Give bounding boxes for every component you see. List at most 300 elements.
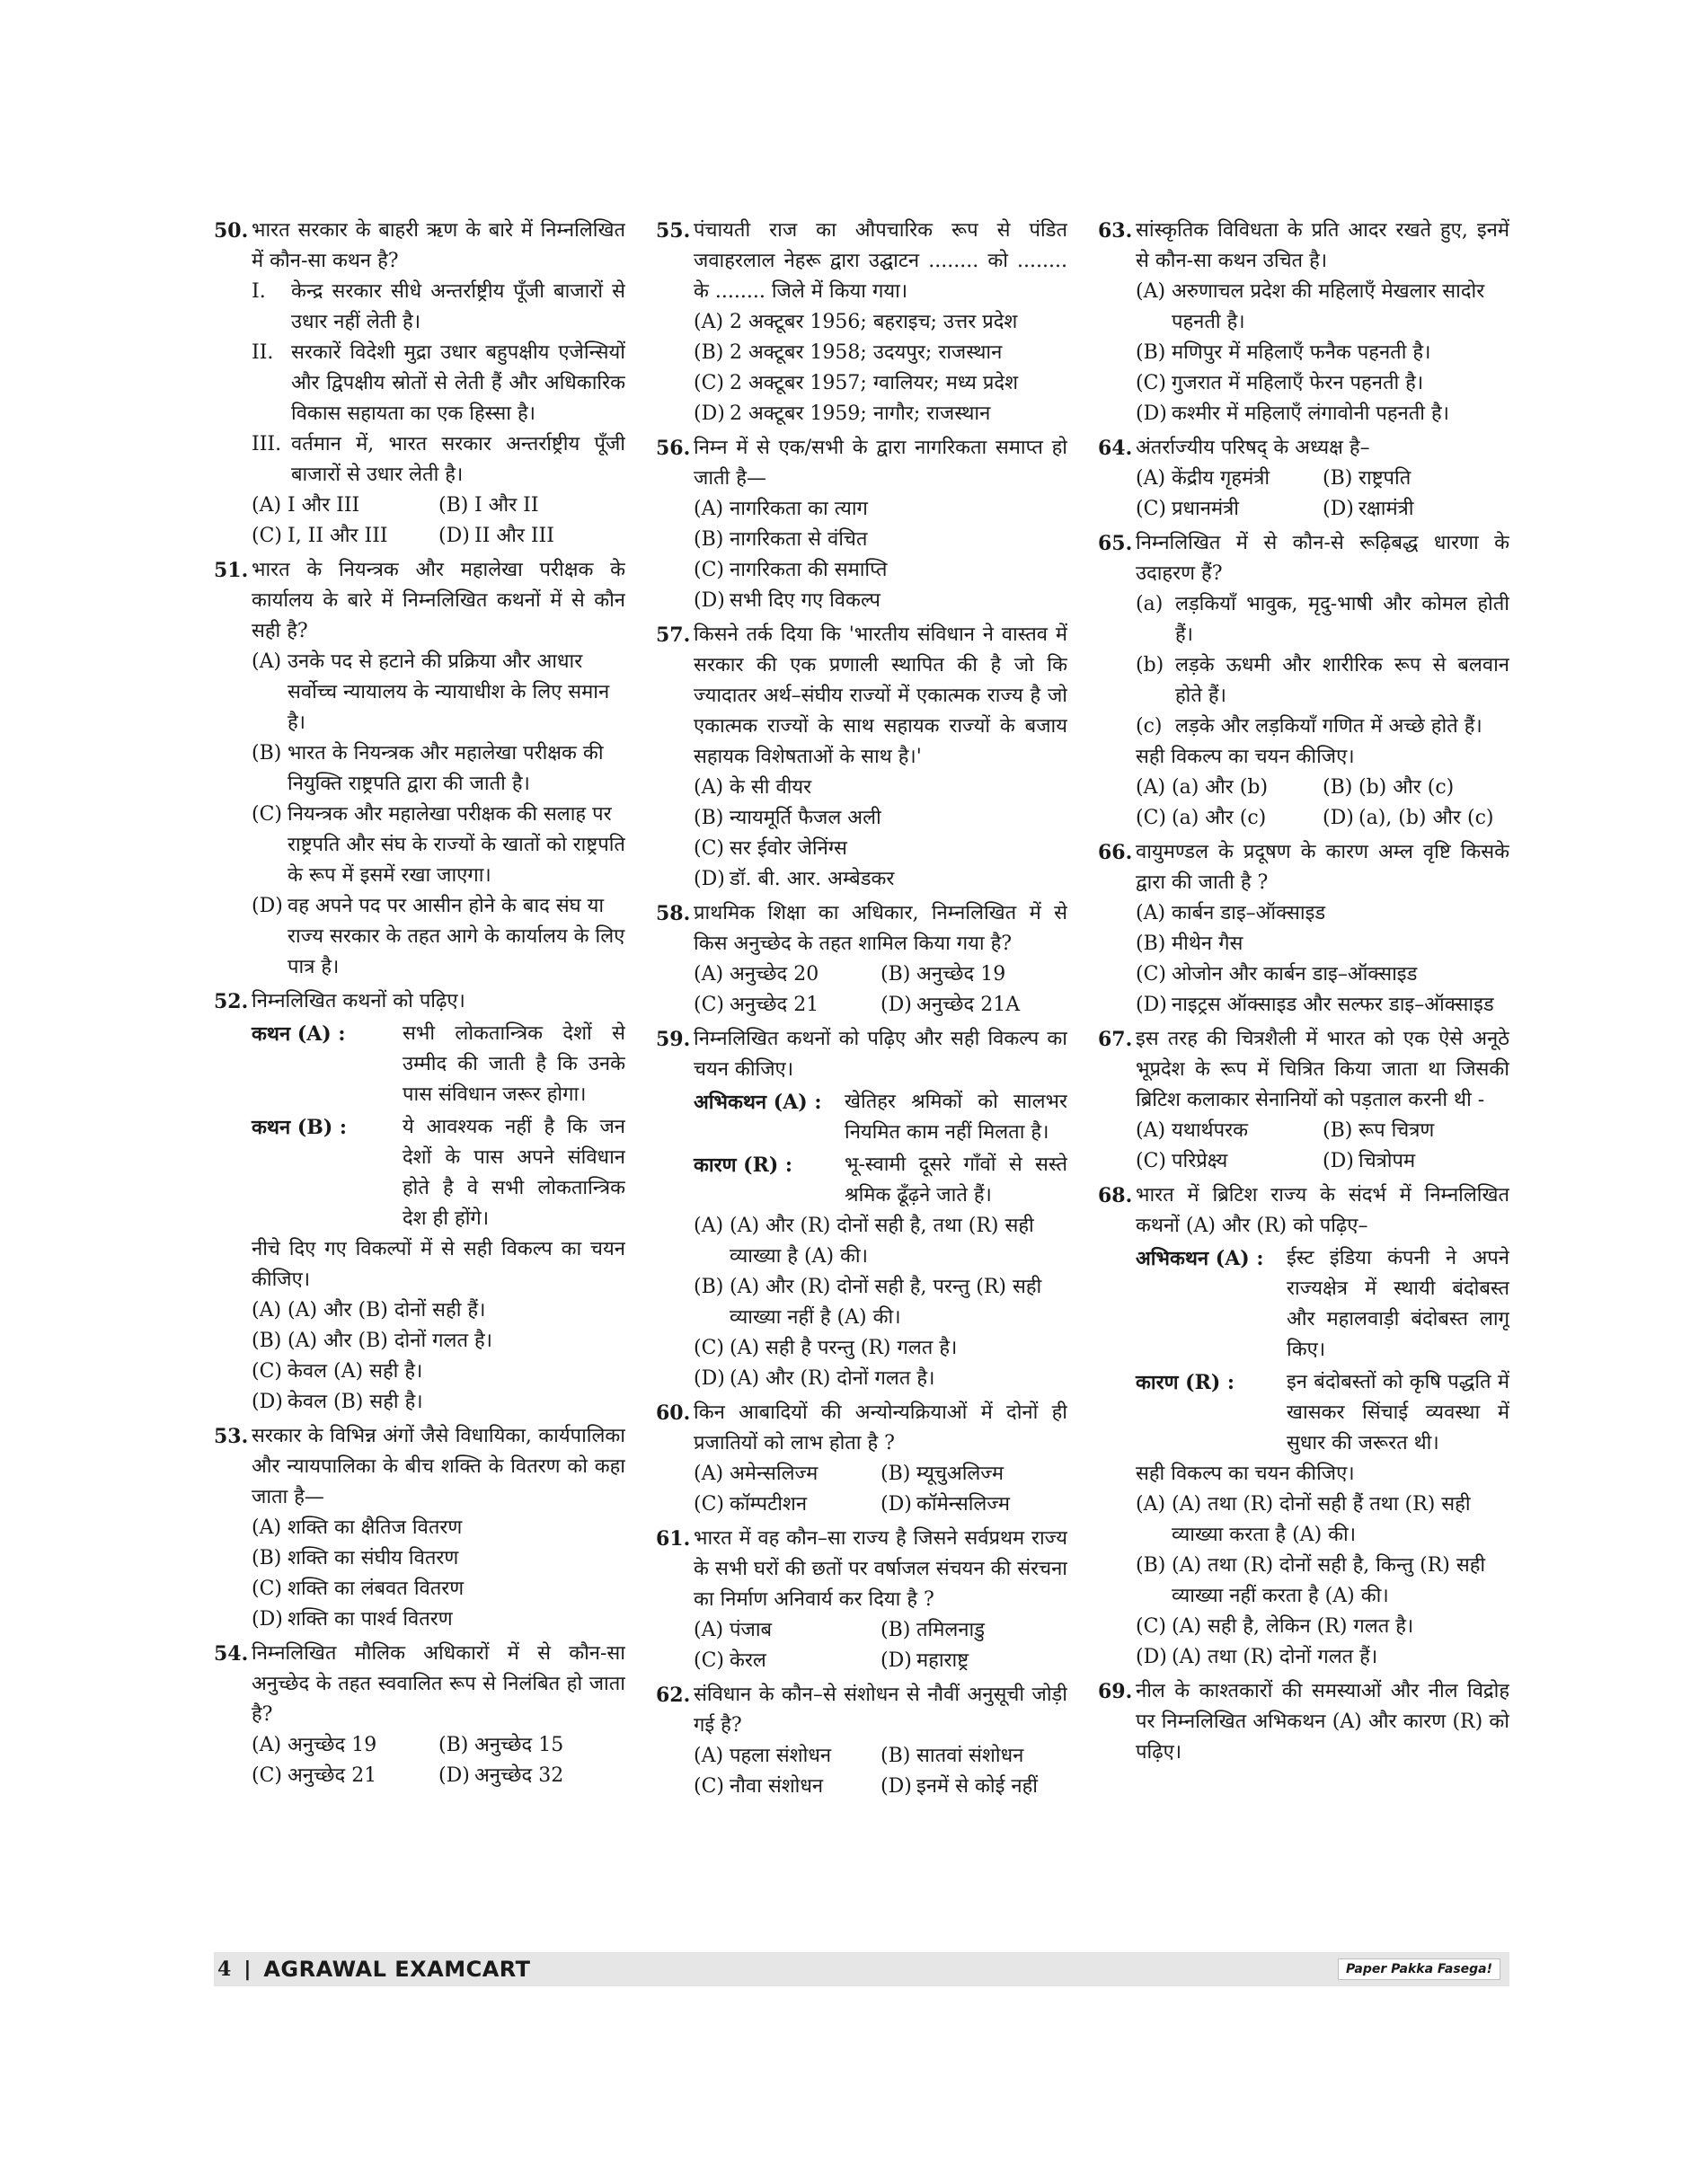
option-label: (D) [438,1764,470,1787]
question-number: 67. [1098,1028,1133,1051]
question-header [1098,528,1509,589]
question-block [656,1024,1067,1394]
question-text: भारत सरकार के बाहरी ऋण के बारे में निम्नलिखित में कौन-सा कथन है? [252,219,625,272]
option [1136,1642,1509,1673]
option-label: (D) [694,1367,725,1390]
option [694,1772,881,1802]
brand-tagline: Paper Pakka Fasega! [1338,1958,1500,1980]
option-label: (D) [252,895,283,917]
option-text: सर ईवोर जेनिंग्स [730,837,847,860]
options-list [656,494,1067,616]
assertion-row [656,1087,1067,1148]
question-header [214,1639,625,1730]
question-text: निम्नलिखित कथनों को पढ़िए और सही विकल्प का चयन कीजिए। [694,1028,1067,1081]
instruction-text: नीचे दिए गए विकल्पों में से सही विकल्प का चयन कीजिए। [252,1238,625,1291]
option-text: I और III [288,494,360,517]
assertion-row [214,1112,625,1234]
assertion-text: भू-स्वामी दूसरे गाँवों से सस्ते श्रमिक ढूँढ़ने जाते हैं। [845,1154,1067,1207]
option-label: (B) [881,963,911,986]
question-block [1098,216,1509,429]
question-block [1098,1676,1509,1768]
statement-text: केन्द्र सरकार सीधे अन्तर्राष्ट्रीय पूँजी बाजारों से उधार नहीं लेती है। [291,280,625,333]
option [881,1615,1067,1646]
page-number: 4 [217,1958,232,1981]
option-label: (B) [252,1547,282,1569]
question-block [1098,528,1509,834]
assertion-text: इन बंदोबस्तों को कृषि पद्धति में खासकर सिंचाई व्यवस्था में सुधार की जरूरत थी। [1287,1371,1509,1454]
option-label: (D) [881,1649,912,1672]
option-text: तमिलनाडु [916,1619,985,1641]
option [252,521,438,552]
question-number: 55. [656,219,691,243]
question-header [656,898,1067,959]
question-text: सांस्कृतिक विविधता के प्रति आदर रखते हुए, इनमें से कौन-सा कथन उचित है। [1136,219,1509,272]
option-label: (A) [694,963,724,986]
question-header [656,216,1067,307]
option-text: शक्ति का क्षैतिज वितरण [288,1516,463,1539]
option [1136,1551,1509,1612]
options-list [1098,464,1509,525]
option-label: (A) [694,1463,724,1485]
option [1136,929,1509,959]
question-block [214,986,625,1418]
option [1136,959,1509,990]
question-header [214,986,625,1017]
option-label: (D) [694,868,725,890]
option [694,834,1067,864]
options-list [656,307,1067,429]
question-number: 51. [214,559,249,582]
question-header [214,555,625,647]
question-number: 64. [1098,437,1133,460]
question-header [1098,216,1509,277]
statement [214,277,625,338]
option-label: (D) [694,402,725,425]
assertion-label: अभिकथन (A) : [1136,1247,1264,1270]
option-label: (A) [252,650,282,673]
question-number: 56. [656,437,691,460]
question-number: 59. [656,1028,691,1051]
option-label: (B) [1323,776,1353,799]
question-text: पंचायती राज का औपचारिक रूप से पंडित जवाहरलाल नेहरू द्वारा उद्घाटन ........ को ........ के ........ जिले में किया गया। [694,219,1067,303]
option-text: ओजोन और कार्बन डाइ–ऑक्साइड [1172,963,1418,986]
option-text: 2 अक्टूबर 1956; बहराइच; उत्तर प्रदेश [730,311,1018,333]
option-label: (C) [252,803,282,826]
question-text: वायुमण्डल के प्रदूषण के कारण अम्ल वृष्टि किसके द्वारा की जाती है ? [1136,841,1509,894]
option-label: (B) [694,528,724,551]
option-label: (A) [694,1745,724,1767]
assertion-label: कारण (R) : [1136,1371,1235,1394]
statement-text: वर्तमान में, भारत सरकार अन्तर्राष्ट्रीय पूँजी बाजारों से उधार लेती है। [291,433,625,486]
question-header [656,620,1067,773]
option-text: परिप्रेक्ष्य [1172,1150,1228,1172]
option [1136,1612,1509,1642]
question-number: 50. [214,219,249,243]
option-label: (D) [252,1608,283,1631]
option-text: कश्मीर में महिलाएँ लंगावोनी पहनती है। [1172,402,1450,425]
option-label: (D) [694,589,725,612]
statement-label: II. [252,341,274,364]
column-2 [656,216,1067,1949]
options-list [656,1741,1067,1802]
option [694,555,1067,586]
options-list [214,1513,625,1635]
option-label: (C) [694,994,724,1016]
question-block [1098,837,1509,1021]
option [1136,898,1509,929]
option [694,864,1067,895]
options-list [1098,898,1509,1021]
option-label: (B) [1136,933,1166,955]
option-label: (B) [881,1463,911,1485]
option-text: नागरिकता की समाप्ति [730,559,888,581]
option-text: (b) और (c) [1358,776,1455,799]
statement-text: लड़के ऊधमी और शारीरिक रूप से बलवान होते हैं। [1175,654,1509,707]
statement-label: I. [252,280,266,303]
option-text: अमेन्सलिज्म [730,1463,819,1485]
option [694,494,1067,525]
question-block [656,1398,1067,1520]
option-label: (D) [1136,994,1167,1016]
question-header [656,433,1067,494]
option-label: (C) [694,372,724,394]
option [1136,368,1509,399]
question-header [1098,1024,1509,1116]
option [881,1646,1067,1676]
question-block [656,898,1067,1021]
question-text: निम्न में से एक/सभी के द्वारा नागरिकता समाप्त हो जाती है— [694,437,1067,490]
option [252,1357,625,1387]
question-text: सरकार के विभिन्न अंगों जैसे विधायिका, कार्यपालिका और न्यायपालिका के बीच शक्ति के वितरण को कहा जाता है— [252,1425,625,1508]
options-list [1098,277,1509,429]
option-label: (A) [252,1734,282,1756]
footer-separator: | [243,1958,252,1981]
option [694,399,1067,429]
question-text: निम्नलिखित में से कौन-से रूढ़िबद्ध धारणा के उदाहरण हैं? [1136,532,1509,585]
option-label: (C) [252,525,282,547]
option-text: अनुच्छेद 32 [474,1764,564,1787]
option-label: (A) [1136,1119,1166,1142]
assertion-row [1098,1243,1509,1366]
option [694,773,1067,803]
question-number: 61. [656,1527,691,1551]
option-label: (B) [694,341,724,364]
option-text: न्यायमूर्ति फैजल अली [730,807,881,829]
option-text: (A) और (B) दोनों गलत है। [288,1330,493,1352]
option-text: 2 अक्टूबर 1958; उदयपुर; राजस्थान [730,341,1003,364]
option-text: (A) तथा (R) दोनों सही हैं तथा (R) सही व्याख्या करता है (A) की। [1172,1493,1471,1546]
option [694,525,1067,555]
statement-text: लड़के और लड़कियाँ गणित में अच्छे होते हैं। [1175,715,1482,738]
option-text: कॉमेन्सलिज्म [916,1493,1011,1516]
option [1136,338,1509,368]
option-text: पहला संशोधन [730,1745,832,1767]
option [694,586,1067,616]
option [252,1513,625,1543]
assertion-label: कथन (A) : [252,1022,346,1046]
option-text: रूप चित्रण [1358,1119,1435,1142]
page-footer [214,1952,1509,1986]
option-label: (C) [1136,1150,1166,1172]
statement-text: लड़कियाँ भावुक, मृदु-भाषी और कोमल होती हैं। [1175,593,1509,646]
option-label: (C) [694,1337,724,1359]
instruction-text: सही विकल्प का चयन कीजिए। [1136,1463,1355,1485]
option [252,738,625,800]
option-text: अनुच्छेद 19 [916,963,1006,986]
option-text: अनुच्छेद 21 [288,1764,377,1787]
question-number: 63. [1098,219,1133,243]
option-text: भारत के नियन्त्रक और महालेखा परीक्षक की नियुक्ति राष्ट्रपति द्वारा की जाती है। [288,742,604,795]
option-text: (A) और (R) दोनों गलत है। [730,1367,935,1390]
option [252,891,625,983]
option-text: I, II और III [288,525,388,547]
option-label: (C) [694,1493,724,1516]
option-label: (D) [1136,402,1167,425]
question-header [1098,433,1509,464]
assertion-label: कारण (R) : [694,1154,793,1177]
option-label: (B) [881,1619,911,1641]
option [694,1272,1067,1333]
question-text: निम्नलिखित मौलिक अधिकारों में से कौन-सा अनुच्छेद के तहत स्ववालित रूप से निलंबित हो जाता है? [252,1642,625,1726]
question-text: अंतर्राज्यीय परिषद् के अध्यक्ष है– [1136,437,1370,459]
options-list [656,1459,1067,1520]
assertion-text: ईस्ट इंडिया कंपनी ने अपने राज्यक्षेत्र में स्थायी बंदोबस्त और महालवाड़ी बंदोबस्त लागू किए। [1287,1247,1509,1361]
option-label: (B) [694,807,724,829]
option [694,338,1067,368]
assertion-text: सभी लोकतान्त्रिक देशों से उम्मीद की जाती है कि उनके पास संविधान जरूर होगा। [403,1022,625,1106]
question-header [656,1680,1067,1741]
option-label: (A) [1136,902,1166,924]
option [252,491,438,521]
option-label: (B) [1323,467,1353,490]
question-number: 54. [214,1642,249,1666]
option-label: (B) [881,1745,911,1767]
option-text: अनुच्छेद 21A [916,994,1021,1016]
option-text: नाइट्रस ऑक्साइड और सल्फर डाइ–ऑक्साइड [1172,994,1494,1016]
option-label: (B) [438,494,469,517]
option-label: (A) [694,776,724,799]
option-text: (A) सही है, लेकिन (R) गलत है। [1172,1615,1414,1638]
assertion-row [656,1150,1067,1211]
option-text: शक्ति का पार्श्व वितरण [288,1608,453,1631]
option [694,803,1067,834]
option-text: इनमें से कोई नहीं [916,1775,1039,1798]
options-list [656,773,1067,895]
option [252,1326,625,1357]
option-text: कार्बन डाइ–ऑक्साइड [1172,902,1326,924]
option [1323,494,1509,525]
option [252,800,625,891]
option [1323,1116,1509,1146]
question-number: 68. [1098,1184,1133,1207]
question-number: 58. [656,902,691,925]
question-number: 66. [1098,841,1133,864]
question-header [214,1421,625,1513]
question-text: निम्नलिखित कथनों को पढ़िए। [252,990,465,1012]
option-label: (A) [694,498,724,520]
question-text: भारत में ब्रिटिश राज्य के संदर्भ में निम्नलिखित कथनों (A) और (R) को पढ़िए– [1136,1184,1509,1237]
option-text: रक्षामंत्री [1358,498,1414,520]
option [694,1459,881,1490]
option [1136,464,1323,494]
question-text: प्राथमिक शिक्षा का अधिकार, निम्नलिखित में से किस अनुच्छेद के तहत शामिल किया गया है? [694,902,1067,955]
question-block [214,1639,625,1791]
option [1136,399,1509,429]
option-text: डॉ. बी. आर. अम्बेडकर [730,868,895,890]
option-label: (C) [252,1578,282,1600]
option-label: (B) [252,742,282,765]
option-text: प्रधानमंत्री [1172,498,1239,520]
option [1136,1146,1323,1177]
option [694,1333,1067,1364]
option [438,521,625,552]
question-block [656,620,1067,895]
option [1323,773,1509,803]
option-text: अनुच्छेद 20 [730,963,819,986]
option-label: (C) [1136,963,1166,986]
option-label: (D) [1323,498,1354,520]
question-number: 60. [656,1401,691,1425]
option [438,491,625,521]
question-number: 69. [1098,1680,1133,1703]
options-list [214,491,625,552]
option-text: मणिपुर में महिलाएँ फनैक पहनती है। [1172,341,1431,364]
option [1136,277,1509,338]
option [694,1364,1067,1394]
question-header [656,1398,1067,1459]
option [252,1761,438,1791]
option [1323,803,1509,834]
option [438,1730,625,1761]
question-block [656,433,1067,616]
option [694,368,1067,399]
statement [214,429,625,491]
option-text: वह अपने पद पर आसीन होने के बाद संघ या राज्य सरकार के तहत आगे के कार्यालय के लिए पात्र है। [288,895,625,978]
option-text: मीथेन गैस [1172,933,1243,955]
option-label: (A) [694,1619,724,1641]
option [1136,494,1323,525]
option-text: अनुच्छेद 15 [474,1734,564,1756]
question-number: 53. [214,1425,249,1448]
statement [1098,650,1509,712]
option-label: (A) [252,1516,282,1539]
option [694,1211,1067,1272]
statement [1098,712,1509,742]
option-text: (A) और (R) दोनों सही है, परन्तु (R) सही व्याख्या नहीं है (A) की। [730,1276,1042,1329]
option-label: (D) [1136,1646,1167,1668]
option-text: केंद्रीय गृहमंत्री [1172,467,1270,490]
option-text: कॉम्पटीशन [730,1493,808,1516]
option [252,1387,625,1418]
option-text: नागरिकता का त्याग [730,498,868,520]
option-label: (D) [881,994,912,1016]
option-text: नौवा संशोधन [730,1775,824,1798]
question-number: 52. [214,990,249,1013]
option-text: अनुच्छेद 21 [730,994,819,1016]
option-label: (A) [1136,776,1166,799]
option-label: (D) [252,1391,283,1413]
option-text: 2 अक्टूबर 1959; नागौर; राजस्थान [730,402,991,425]
options-list [214,1295,625,1418]
option-label: (B) [1136,341,1166,364]
option-label: (A) [1136,1493,1166,1516]
option-label: (A) [1136,467,1166,490]
question-header [1098,1676,1509,1768]
option-label: (B) [1136,1554,1166,1577]
option [252,1730,438,1761]
option-label: (B) [252,1330,282,1352]
statement-text: सरकारें विदेशी मुद्रा उधार बहुपक्षीय एजेन्सियों और द्विपक्षीय स्रोतों से लेती हैं और अधिकारिक विकास सहायता का एक हिस्सा है। [291,341,625,425]
option-text: अरुणाचल प्रदेश की महिलाएँ मेखलार सादोर पहनती है। [1172,280,1485,333]
option [694,307,1067,338]
option-label: (C) [694,1775,724,1798]
option [881,1772,1067,1802]
options-list [656,1211,1067,1394]
assertion-label: कथन (B) : [252,1116,348,1139]
question-number: 62. [656,1684,691,1707]
question-header [656,1524,1067,1615]
option-text: केरल [730,1649,766,1672]
option [1136,990,1509,1021]
statement-label: (c) [1136,715,1163,738]
option-label: (D) [1323,807,1354,829]
option [881,1741,1067,1772]
option-text: (A) तथा (R) दोनों सही है, किन्तु (R) सही व्याख्या नहीं करता है (A) की। [1172,1554,1486,1607]
option-label: (D) [881,1775,912,1798]
option-text: (A) तथा (R) दोनों गलत हैं। [1172,1646,1378,1668]
option-text: चित्रोपम [1358,1150,1416,1172]
option [1323,464,1509,494]
option-label: (A) [252,494,282,517]
option [694,1646,881,1676]
question-text: संविधान के कौन–से संशोधन से नौवीं अनुसूची जोड़ी गई है? [694,1684,1067,1737]
option-text: (A) और (B) दोनों सही हैं। [288,1299,486,1322]
assertion-row [1098,1367,1509,1459]
statement-label: (a) [1136,593,1164,615]
question-header [214,216,625,277]
instruction-text: सही विकल्प का चयन कीजिए। [1136,746,1355,768]
option-text: (A) सही है परन्तु (R) गलत है। [730,1337,958,1359]
option [1136,1490,1509,1551]
assertion-text: खेतिहर श्रमिकों को सालभर नियमित काम नहीं मिलता है। [845,1091,1067,1144]
options-list [656,959,1067,1021]
option-label: (D) [881,1493,912,1516]
option-label: (C) [1136,372,1166,394]
question-text: किन आबादियों की अन्योन्यक्रियाओं में दोनों ही प्रजातियों को लाभ होता है ? [694,1401,1067,1454]
question-block [1098,433,1509,525]
statement-label: III. [252,433,282,455]
statement [214,338,625,429]
option [881,1459,1067,1490]
option-text: (A) और (R) दोनों सही है, तथा (R) सही व्याख्या है (A) की। [730,1215,1034,1268]
option-text: I और II [474,494,539,517]
option-text: के सी वीयर [730,776,812,799]
option-label: (C) [1136,807,1166,829]
statement-label: (b) [1136,654,1164,676]
option [1136,803,1323,834]
option-label: (C) [694,1649,724,1672]
option [252,1604,625,1635]
option-label: (B) [694,1276,724,1298]
question-text: भारत के नियन्त्रक और महालेखा परीक्षक के कार्यालय के बारे में निम्नलिखित कथनों में से कौन सही है? [252,559,625,642]
question-text: भारत में वह कौन–सा राज्य है जिसने सर्वप्रथम राज्य के सभी घरों की छतों पर वर्षाजल संचयन की संरचना का निर्माण अनिवार्य कर दिया है ? [694,1527,1067,1611]
option-text: शक्ति का संघीय वितरण [288,1547,459,1569]
option-label: (C) [1136,498,1166,520]
question-columns [214,216,1509,1949]
option [694,1615,881,1646]
option-text: उनके पद से हटाने की प्रक्रिया और आधार सर्वोच्च न्यायालय के न्यायाधीश के लिए समान है। [288,650,610,734]
option-text: 2 अक्टूबर 1957; ग्वालियर; मध्य प्रदेश [730,372,1019,394]
